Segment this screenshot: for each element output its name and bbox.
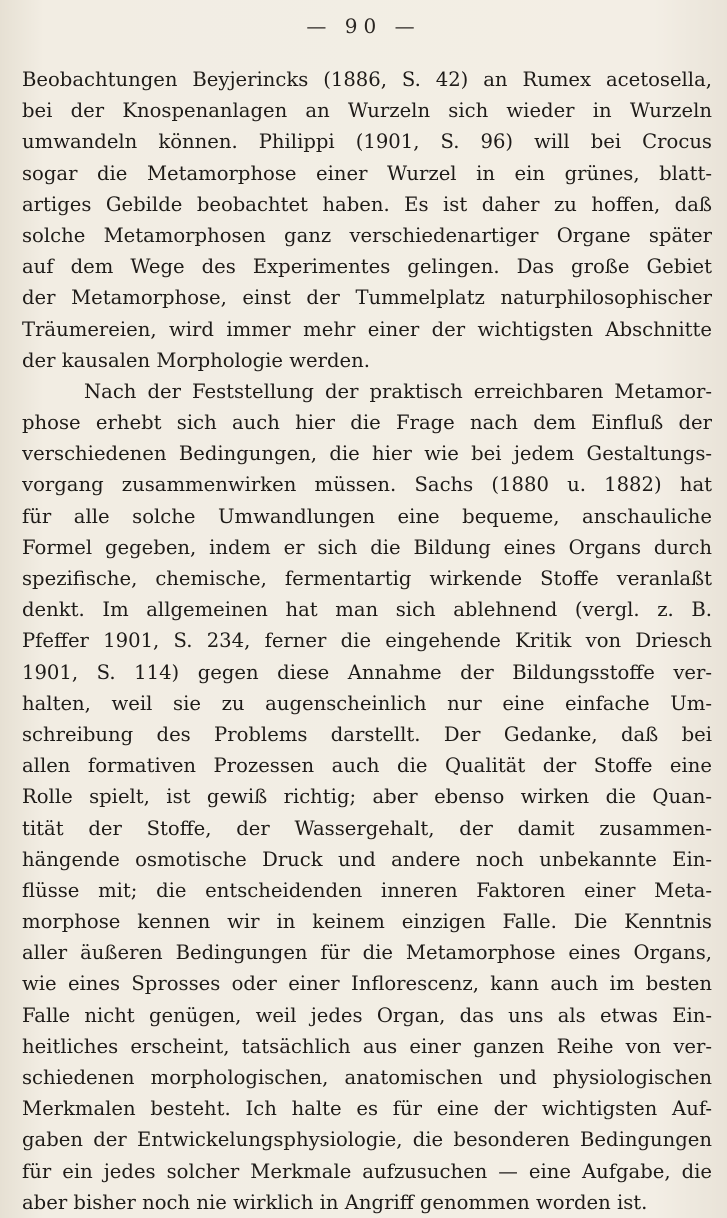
text-line: tität der Stoffe, der Wassergehalt, der damit zusammen- xyxy=(22,816,712,840)
text-line: hängende osmotische Druck und andere noch unbekannte Ein- xyxy=(22,847,712,871)
text-line: schiedenen morphologischen, anatomischen und physiologischen xyxy=(22,1066,712,1089)
text-line: vorgang zusammenwirken müssen. Sachs (1880 u. 1882) hat xyxy=(22,473,712,497)
text-line: Formel gegeben, indem er sich die Bildung eines Organs durch xyxy=(22,535,712,559)
text-line: Nach der Feststellung der praktisch erreichbaren Metamor- xyxy=(84,379,712,403)
paragraph xyxy=(22,64,712,376)
text-line: für ein jedes solcher Merkmale aufzusuchen — eine Aufgabe, die xyxy=(22,1159,712,1183)
text-line: Träumereien, wird immer mehr einer der wichtigsten Abschnitte xyxy=(22,317,712,341)
text-line: phose erhebt sich auch hier die Frage nach dem Einfluß der xyxy=(22,411,712,435)
text-line: bei der Knospenanlagen an Wurzeln sich wieder in Wurzeln xyxy=(22,99,712,123)
text-line: auf dem Wege des Experimentes gelingen. Das große Gebiet xyxy=(22,255,712,279)
text-line: wie eines Sprosses oder einer Inflorescenz, kann auch im besten xyxy=(22,972,712,996)
text-line: denkt. Im allgemeinen hat man sich ablehnend (vergl. z. B. xyxy=(22,598,712,622)
page-number: — 90 — xyxy=(306,14,421,38)
body-text xyxy=(22,64,712,1218)
text-line: schreibung des Problems darstellt. Der Gedanke, daß bei xyxy=(22,722,712,746)
text-line: Merkmalen besteht. Ich halte es für eine der wichtigsten Auf- xyxy=(22,1097,712,1121)
text-line: flüsse mit; die entscheidenden inneren Faktoren einer Meta- xyxy=(22,878,712,902)
text-line: heitliches erscheint, tatsächlich aus einer ganzen Reihe von ver- xyxy=(22,1034,712,1058)
text-line: Falle nicht genügen, weil jedes Organ, das uns als etwas Ein- xyxy=(22,1003,712,1027)
text-line: solche Metamorphosen ganz verschiedenartiger Organe später xyxy=(22,223,712,247)
text-line: halten, weil sie zu augenscheinlich nur eine einfache Um- xyxy=(22,691,712,715)
text-line: artiges Gebilde beobachtet haben. Es ist daher zu hoffen, daß xyxy=(22,192,712,216)
text-line: der kausalen Morphologie werden. xyxy=(22,348,370,372)
text-line: umwandeln können. Philippi (1901, S. 96) will bei Crocus xyxy=(22,130,712,154)
text-line: allen formativen Prozessen auch die Qualität der Stoffe eine xyxy=(22,754,712,778)
text-line: 1901, S. 114) gegen diese Annahme der Bildungsstoffe ver- xyxy=(22,660,712,684)
text-line: aber bisher noch nie wirklich in Angriff genommen worden ist. xyxy=(22,1190,648,1214)
text-line: für alle solche Umwandlungen eine bequeme, anschauliche xyxy=(22,504,712,528)
text-line: Rolle spielt, ist gewiß richtig; aber ebenso wirken die Quan- xyxy=(22,785,712,809)
text-line: Pfeffer 1901, S. 234, ferner die eingehende Kritik von Driesch xyxy=(22,629,712,653)
text-line: morphose kennen wir in keinem einzigen Falle. Die Kenntnis xyxy=(22,910,712,934)
text-line: Beobachtungen Beyjerincks (1886, S. 42) an Rumex acetosella, xyxy=(22,68,712,91)
text-line: verschiedenen Bedingungen, die hier wie bei jedem Gestaltungs- xyxy=(22,442,712,466)
text-line: aller äußeren Bedingungen für die Metamorphose eines Organs, xyxy=(22,941,712,965)
paragraph xyxy=(22,376,712,1218)
text-line: gaben der Entwickelungsphysiologie, die besonderen Bedingungen xyxy=(22,1128,712,1152)
text-line: der Metamorphose, einst der Tummelplatz naturphilosophischer xyxy=(22,286,712,310)
text-line: spezifische, chemische, fermentartig wirkende Stoffe veranlaßt xyxy=(22,567,712,590)
text-line: sogar die Metamorphose einer Wurzel in ein grünes, blatt- xyxy=(22,161,712,185)
